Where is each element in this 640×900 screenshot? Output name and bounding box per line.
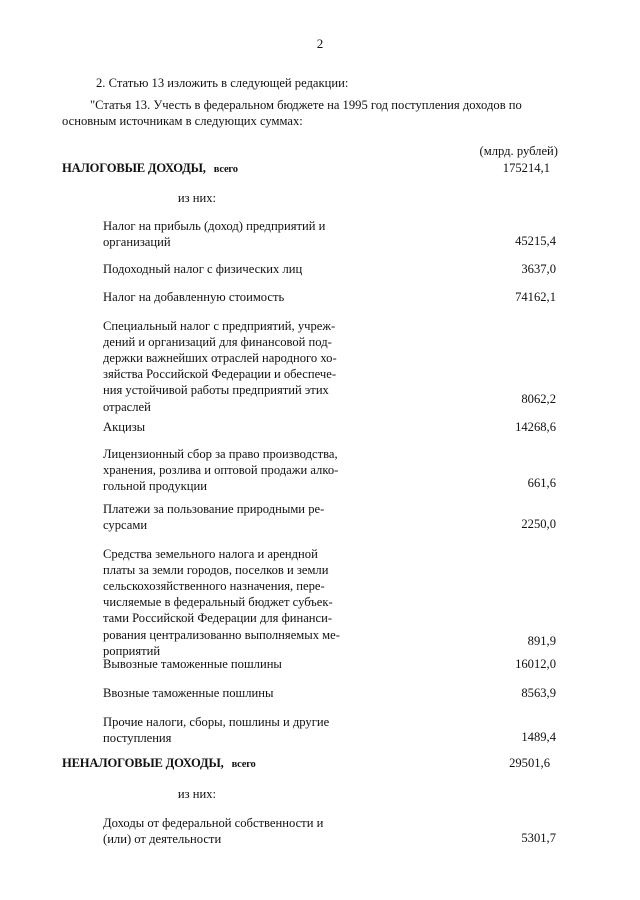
tax-item-text [103, 218, 361, 250]
tax-item-value: 8062,2 [521, 391, 556, 406]
tax-item-line: организаций [103, 235, 171, 250]
tax-item-value: 1489,4 [521, 729, 556, 744]
tax-item-text [103, 318, 361, 415]
tax-item-line: роприятий [103, 643, 161, 658]
tax-item-line: платы за земли городов, поселков и земли [103, 563, 329, 578]
tax-item-line: Специальный налог с предприятий, учреж- [103, 319, 336, 333]
tax-item-text [103, 546, 361, 659]
tax-item-line: зяйства Российской Федерации и обеспече- [103, 367, 337, 382]
nontax-item-text [103, 815, 361, 847]
nontax-section-subhead: из них: [177, 787, 217, 801]
tax-item-line: числяемые в федеральный бюджет субъек- [103, 595, 333, 610]
tax-item-line: тами Российской Федерации для финанси- [103, 611, 333, 626]
tax-item-line: дений и организаций для финансовой под- [103, 335, 332, 350]
units-label: (млрд. рублей) [479, 144, 558, 158]
tax-item-value: 74162,1 [515, 290, 556, 304]
tax-item-value: 16012,0 [515, 657, 556, 671]
tax-item-line: поступления [103, 731, 172, 746]
tax-item-line: сельскохозяйственного назначения, пере- [103, 579, 325, 594]
tax-item-value: 891,9 [527, 634, 556, 648]
tax-item-line: держки важнейших отраслей народного хо- [103, 351, 337, 366]
tax-item-line: Подоходный налог с физических лиц [103, 262, 303, 276]
tax-item-line: Налог на добавленную стоимость [103, 290, 285, 304]
tax-item-text [103, 419, 361, 435]
tax-item-line: сурсами [103, 518, 148, 533]
tax-section-title [62, 160, 238, 176]
tax-item-line: Платежи за пользование природными ре- [103, 502, 325, 516]
page-number: 2 [316, 36, 324, 51]
tax-item-line: рования централизованно выполняемых ме- [103, 627, 340, 642]
nontax-item-line: Доходы от федеральной собственности и [103, 816, 324, 830]
tax-section-subhead: из них: [177, 191, 217, 205]
tax-item-line: Прочие налоги, сборы, пошлины и другие [103, 715, 330, 729]
intro-paragraph [62, 97, 572, 129]
tax-item-line: Налог на прибыль (доход) предприятий и [103, 219, 326, 233]
intro-line-1: 2. Статью 13 изложить в следующей редакции: [96, 76, 349, 90]
tax-item-value: 661,6 [527, 476, 556, 490]
tax-section-value: 175214,1 [502, 161, 550, 175]
tax-item-line: хранения, розлива и оптовой продажи алко- [103, 463, 339, 478]
tax-item-line: Вывозные таможенные пошлины [103, 657, 282, 671]
tax-section-total-word: всего [213, 164, 238, 175]
nontax-item-value: 5301,7 [521, 830, 556, 845]
nontax-section-total-word: всего [231, 759, 256, 770]
tax-item-line: ния устойчивой работы предприятий этих [103, 383, 329, 398]
tax-item-text [103, 685, 361, 701]
tax-item-text [103, 501, 361, 533]
tax-item-text [103, 446, 361, 494]
intro-line-2: "Статья 13. Учесть в федеральном бюджете на 1995 год поступления доходов по [90, 98, 522, 112]
tax-item-value: 45215,4 [515, 233, 556, 248]
tax-item-line: гольной продукции [103, 479, 207, 494]
tax-item-text [103, 714, 361, 746]
tax-item-value: 2250,0 [521, 516, 556, 531]
nontax-section-value: 29501,6 [509, 756, 550, 770]
tax-item-value: 14268,6 [515, 420, 556, 434]
tax-section-title-text: НАЛОГОВЫЕ ДОХОДЫ, [62, 161, 206, 175]
intro-line-3: основным источникам в следующих суммах: [62, 114, 303, 129]
nontax-item-line: (или) от деятельности [103, 832, 222, 847]
tax-item-line: Ввозные таможенные пошлины [103, 686, 274, 700]
tax-item-value: 8563,9 [521, 686, 556, 700]
tax-item-text [103, 656, 361, 672]
tax-item-text [103, 261, 361, 277]
nontax-section-title-text: НЕНАЛОГОВЫЕ ДОХОДЫ, [62, 756, 224, 770]
tax-item-line: отраслей [103, 399, 151, 414]
tax-item-line: Акцизы [103, 420, 146, 434]
tax-item-value: 3637,0 [521, 262, 556, 276]
tax-item-text [103, 289, 361, 305]
nontax-section-title [62, 755, 256, 771]
tax-item-line: Лицензионный сбор за право производства, [103, 447, 338, 461]
tax-item-line: Средства земельного налога и арендной [103, 547, 318, 561]
